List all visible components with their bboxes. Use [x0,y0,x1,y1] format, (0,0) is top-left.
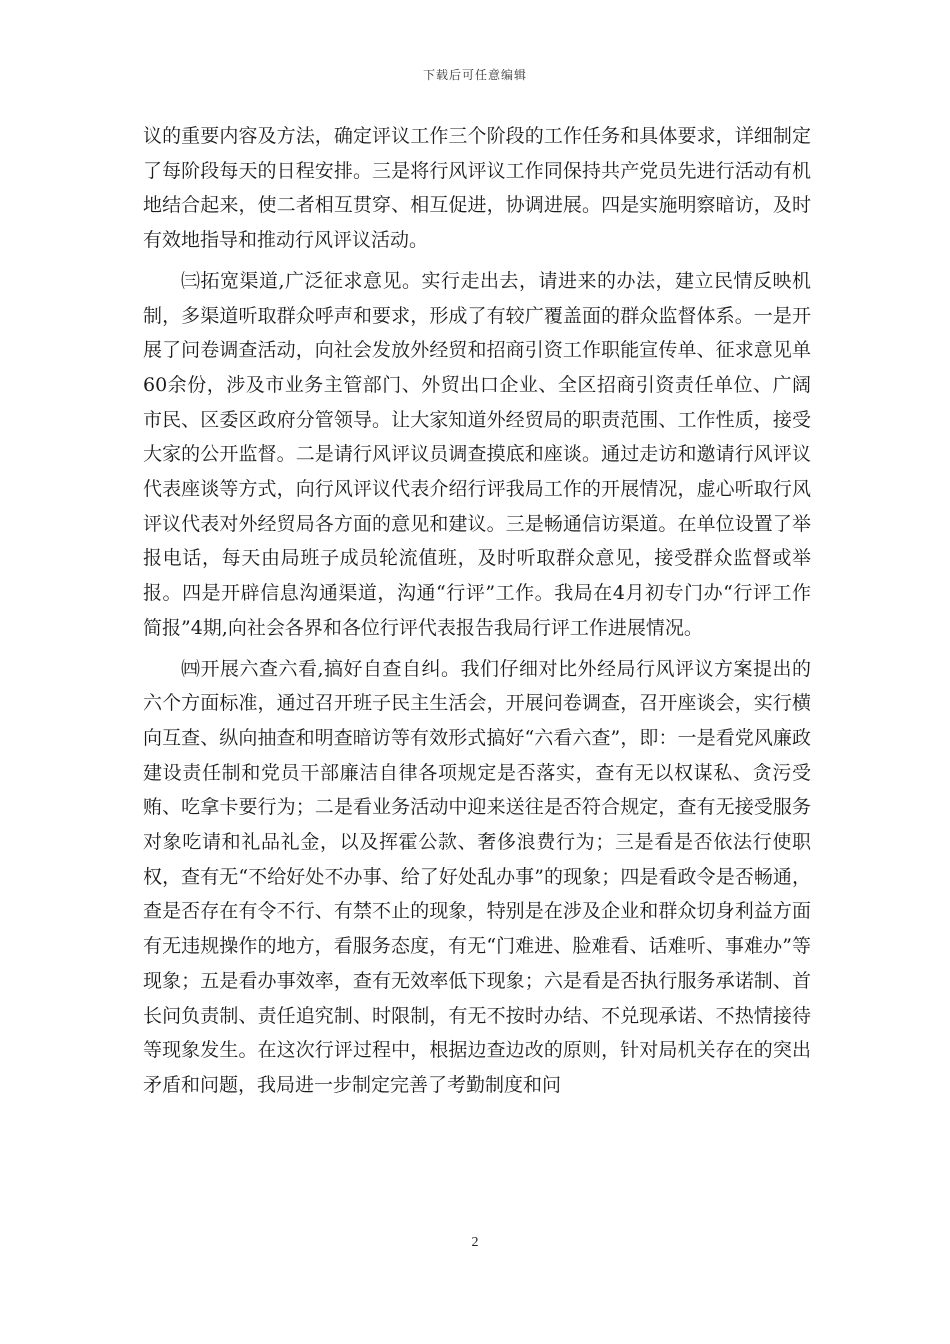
document-body [143,119,811,1103]
page-number: 2 [471,1235,479,1250]
paragraph-continuation: 议的重要内容及方法，确定评议工作三个阶段的工作任务和具体要求，详细制定了每阶段每天的日程安排。三是将行风评议工作同保持共产党员先进行活动有机地结合起来，使二者相互贯穿、相互促进，协调进展。四是实施明察暗访，及时有效地指导和推动行风评议活动。 [143,125,811,252]
paragraph-self-inspection: ㈣开展六查六看,搞好自查自纠。我们仔细对比外经局行风评议方案提出的六个方面标准，通过召开班子民主生活会，开展问卷调查，召开座谈会，实行横向互查、纵向抽查和明查暗访等有效形式搞好“六看六查”，即：一是看党风廉政建设责任制和党员干部廉洁自律各项规定是否落实，查有无以权谋私、贪污受贿、吃拿卡要行为；二是看业务活动中迎来送往是否符合规定，查有无接受服务对象吃请和礼品礼金，以及挥霍公款、奢侈浪费行为；三是看是否依法行使职权，查有无“不给好处不办事、给了好处乱办事”的现象；四是看政令是否畅通，查是否存在有令不行、有禁不止的现象，特别是在涉及企业和群众切身利益方面有无违规操作的地方，看服务态度，有无“门难进、脸难看、话难听、事难办”等现象；五是看办事效率，查有无效率低下现象；六是看是否执行服务承诺制、首长问负责制、责任追究制、时限制，有无不按时办结、不兑现承诺、不热情接待等现象发生。在这次行评过程中，根据边查边改的原则，针对局机关存在的突出矛盾和问题，我局进一步制定完善了考勤制度和问 [143,657,811,1096]
paragraph-broaden-channels: ㈢拓宽渠道,广泛征求意见。实行走出去，请进来的办法，建立民情反映机制，多渠道听取群众呼声和要求，形成了有较广覆盖面的群众监督体系。一是开展了问卷调查活动，向社会发放外经贸和招商引资工作职能宣传单、征求意见单60余份，涉及市业务主管部门、外贸出口企业、全区招商引资责任单位、广阔市民、区委区政府分管领导。让大家知道外经贸局的职责范围、工作性质，接受大家的公开监督。二是请行风评议员调查摸底和座谈。通过走访和邀请行风评议代表座谈等方式，向行风评议代表介绍行评我局工作的开展情况，虚心听取行风评议代表对外经贸局各方面的意见和建议。三是畅通信访渠道。在单位设置了举报电话，每天由局班子成员轮流值班，及时听取群众意见，接受群众监督或举报。四是开辟信息沟通渠道，沟通“行评”工作。我局在4月初专门办“行评工作简报”4期,向社会各界和各位行评代表报告我局行评工作进展情况。 [143,269,811,639]
page-header: 下载后可任意编辑 [422,68,527,82]
